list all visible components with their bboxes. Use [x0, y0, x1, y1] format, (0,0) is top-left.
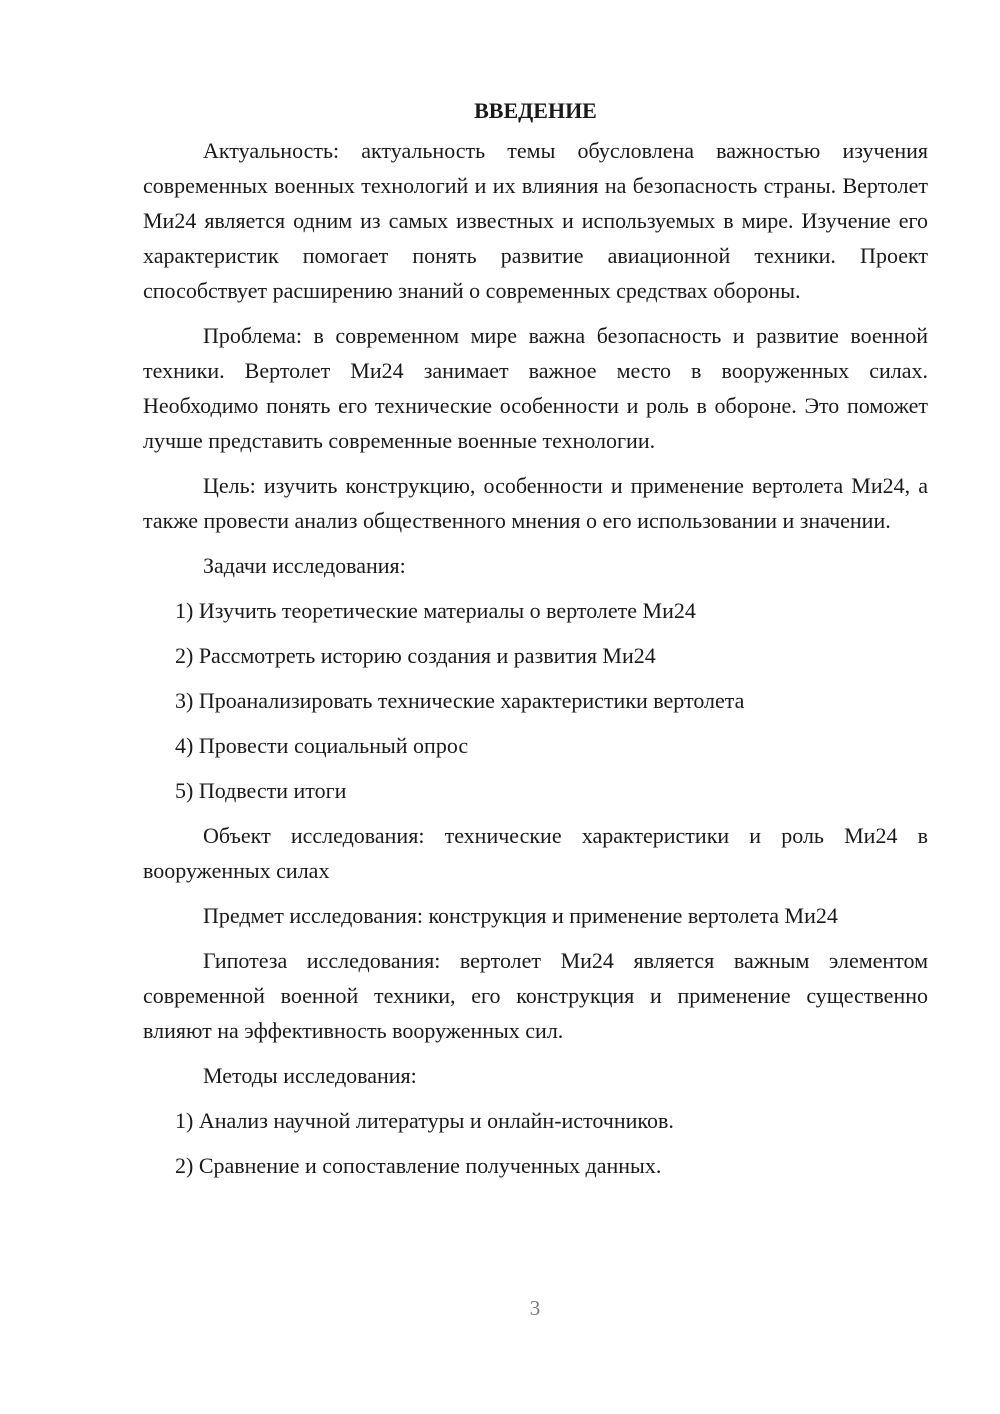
document-page — [143, 92, 928, 1193]
tasks-list — [143, 593, 928, 808]
relevance-paragraph: Актуальность: актуальность темы обусловлена важностью изучения современных военных технологий и их влияния на безопасность страны. Вертолет Ми24 является одним из самых известных и используемых в мире. Изучение его характеристик помогает понять развитие авиационной техники. Проект способствует расширению знаний о современных средствах обороны. — [143, 138, 928, 303]
list-item: 4) Провести социальный опрос — [175, 733, 469, 758]
list-item: 3) Проанализировать технические характеристики вертолета — [175, 688, 745, 713]
hypothesis-paragraph: Гипотеза исследования: вертолет Ми24 является важным элементом современной военной техники, его конструкция и применение существенно влияют на эффективность вооруженных сил. — [143, 948, 928, 1043]
list-item: 2) Рассмотреть историю создания и развития Ми24 — [175, 643, 656, 668]
page-number: 3 — [529, 1296, 541, 1320]
methods-heading: Методы исследования: — [203, 1063, 417, 1088]
list-item: 1) Анализ научной литературы и онлайн-источников. — [175, 1108, 674, 1133]
list-item: 2) Сравнение и сопоставление полученных данных. — [175, 1153, 662, 1178]
tasks-heading: Задачи исследования: — [203, 553, 406, 578]
methods-list — [143, 1103, 928, 1183]
page-title: ВВЕДЕНИЕ — [474, 98, 597, 123]
object-paragraph: Объект исследования: технические характеристики и роль Ми24 в вооруженных силах — [143, 823, 928, 883]
subject-paragraph: Предмет исследования: конструкция и применение вертолета Ми24 — [203, 903, 838, 928]
list-item: 5) Подвести итоги — [175, 778, 347, 803]
list-item: 1) Изучить теоретические материалы о вертолете Ми24 — [175, 598, 696, 623]
goal-paragraph: Цель: изучить конструкцию, особенности и применение вертолета Ми24, а также провести анализ общественного мнения о его использовании и значении. — [143, 473, 928, 533]
problem-paragraph: Проблема: в современном мире важна безопасность и развитие военной техники. Вертолет Ми24 занимает важное место в вооруженных силах. Необходимо понять его технические особенности и роль в обороне. Это поможет лучше представить современные военные технологии. — [143, 323, 928, 453]
